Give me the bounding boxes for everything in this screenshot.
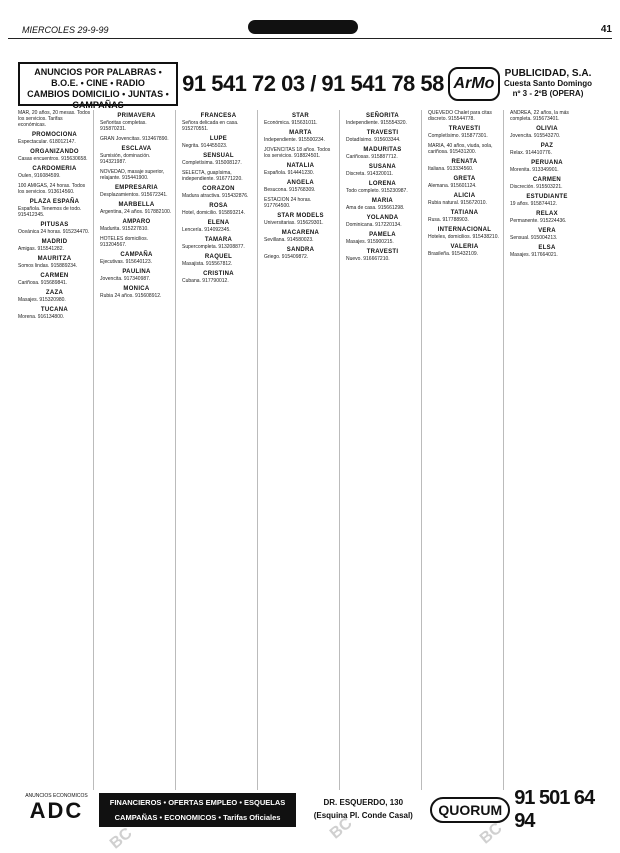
classified-ad <box>18 239 91 252</box>
ad-heading: SEÑORITA <box>366 113 399 119</box>
classified-ad <box>510 110 584 122</box>
page-header <box>8 24 612 39</box>
classified-ad <box>182 237 255 250</box>
classified-ad <box>264 130 337 143</box>
classified-ad <box>264 147 337 159</box>
classified-ad <box>182 254 255 267</box>
ad-text: 19 años. 915874412. <box>510 201 557 207</box>
classified-ad <box>182 136 255 149</box>
classified-ad <box>510 194 584 207</box>
classified-ad <box>182 153 255 166</box>
ad-heading: ESCLAVA <box>121 146 152 152</box>
ad-text: Todo completo. 915230987. <box>346 188 408 194</box>
services-line-1: ANUNCIOS POR PALABRAS • B.O.E. • CINE • RADIO <box>34 67 162 88</box>
classified-ad <box>346 198 419 211</box>
ad-text: Morena. 916134800. <box>18 314 65 320</box>
classified-ad <box>428 110 501 122</box>
ad-heading: PLAZA ESPAÑA <box>29 199 80 205</box>
ad-text: Brasileña. 915432109. <box>428 251 479 257</box>
classified-ad <box>428 210 501 223</box>
adc-address-1: DR. ESQUERDO, 130 <box>323 798 404 807</box>
ad-text: MAR, 20 años, 20 mesas. Todos los servicios. Tarifas económicas. <box>18 110 91 128</box>
ad-text: Ejecutivas. 915640123. <box>100 259 152 265</box>
ad-heading: CRISTINA <box>203 271 234 277</box>
classified-ad <box>428 126 501 139</box>
ad-heading: PAMELA <box>369 232 396 238</box>
classified-ad <box>182 271 255 284</box>
ad-column <box>18 110 94 790</box>
ad-text: Jovencita. 917340987. <box>100 276 151 282</box>
ad-heading: CARMEN <box>40 273 69 279</box>
ad-text: Italiana. 913334560. <box>428 166 474 172</box>
ad-text: Discreción. 915503221. <box>510 184 563 190</box>
ad-heading: CAMPAÑA <box>120 252 153 258</box>
ad-heading: VALERIA <box>450 244 479 250</box>
ad-text: Cubana. 917790012. <box>182 278 229 284</box>
watermark: BC <box>106 824 136 853</box>
ad-text: Oulen, 916084599. <box>18 173 61 179</box>
classified-ad <box>346 130 419 143</box>
ad-heading: PERUANA <box>531 160 563 166</box>
ad-text: Señora delicada en casa. 915270551. <box>182 120 239 132</box>
classified-ad <box>182 170 255 182</box>
quorum-box <box>430 787 603 832</box>
ad-text: Masajista. 915567812. <box>182 261 233 267</box>
ad-text: 100 AMIGAS, 24 horas. Todos los servicios. 913614560. <box>18 183 86 195</box>
agency-name: PUBLICIDAD, S.A. <box>504 68 592 79</box>
ad-text: MARIA, 40 años, viuda, sola, cariñosa. 915431200. <box>428 143 493 155</box>
adc-address <box>300 793 426 827</box>
ad-text: QUEVEDO Chalet para citas discreto. 915544778. <box>428 110 492 122</box>
classified-ad <box>264 180 337 193</box>
ad-text: Dotadísimo. 915603344. <box>346 137 401 143</box>
ad-text: Española. 914441230. <box>264 170 315 176</box>
ad-heading: ANGELA <box>286 180 315 186</box>
classified-ad <box>346 232 419 245</box>
watermark: BC <box>476 819 506 848</box>
ad-text: Discreta. 914320011. <box>346 171 394 177</box>
classified-ad <box>182 220 255 233</box>
ad-text: Hoteles, domicilios. 915438210. <box>428 234 499 240</box>
classified-ad <box>100 169 173 181</box>
ad-heading: MACARENA <box>281 230 320 236</box>
ad-heading: MAURITZA <box>37 256 72 262</box>
ad-column <box>100 110 176 790</box>
ad-text: SELECTA, guapísima, independiente. 916771220. <box>182 170 243 182</box>
classified-ad <box>100 269 173 282</box>
classified-ad <box>182 203 255 216</box>
ad-column <box>510 110 586 790</box>
ad-text: Oceánica 24 horas. 915234470. <box>18 229 90 235</box>
ad-text: Dominicana. 917220134. <box>346 222 402 228</box>
classified-ad <box>510 177 584 190</box>
ad-text: JOVENCITAS 18 años. Todos los servicios. 918824501. <box>264 147 331 159</box>
classified-ad <box>510 143 584 156</box>
issue-date: MIERCOLES 29-9-99 <box>22 25 109 35</box>
classified-ad <box>428 176 501 189</box>
ad-text: Griego. 915409872. <box>264 254 309 260</box>
ad-heading: ALICIA <box>453 193 476 199</box>
ad-text: Señoritas completas. 915870231. <box>100 120 147 132</box>
classified-ad <box>428 159 501 172</box>
adc-services <box>99 793 296 827</box>
ad-heading: SUSANA <box>368 164 397 170</box>
ad-heading: RENATA <box>451 159 478 165</box>
ad-text: Morenita. 913349901. <box>510 167 559 173</box>
ad-heading: LUPE <box>209 136 228 142</box>
ad-text: Rubia natural. 915672010. <box>428 200 487 206</box>
services-box <box>18 62 178 110</box>
classified-ad <box>428 227 501 240</box>
classified-ad <box>346 181 419 194</box>
ad-heading: ORGANIZANDO <box>30 149 79 155</box>
ad-heading: OLIVIA <box>536 126 558 132</box>
classified-ad <box>18 199 91 218</box>
ad-heading: TRAVESTI <box>448 126 481 132</box>
agency-logo: ArMo <box>448 67 500 101</box>
ad-heading: SANDRA <box>286 247 315 253</box>
ad-text: Besucona. 915768309. <box>264 187 316 193</box>
top-ad-banner <box>18 62 603 110</box>
ad-text: Rusa. 917788903. <box>428 217 469 223</box>
ad-text: Masajes. 917664021. <box>510 252 558 258</box>
ad-heading: MADURITAS <box>363 147 402 153</box>
classified-ad <box>346 113 419 126</box>
classified-ad <box>182 113 255 132</box>
classified-ad <box>100 202 173 215</box>
classified-ad <box>100 113 173 132</box>
adc-caption: ANUNCIOS ECONOMICOS <box>25 793 88 799</box>
classified-ad <box>346 215 419 228</box>
ad-text: Completísimo. 915877301. <box>428 133 488 139</box>
ad-heading: STAR MODELS <box>277 213 324 219</box>
ad-text: Amigas. 915541282. <box>18 246 64 252</box>
ad-heading: PROMOCIONA <box>32 132 77 138</box>
ad-heading: FRANCESA <box>200 113 237 119</box>
ad-heading: EMPRESARIA <box>114 185 158 191</box>
adc-address-2: (Esquina Pl. Conde Casal) <box>313 811 413 820</box>
classified-ad <box>510 160 584 173</box>
ad-text: Alemana. 915601124. <box>428 183 477 189</box>
classified-ad <box>18 273 91 286</box>
ad-heading: INTERNACIONAL <box>437 227 492 233</box>
watermark: BC <box>326 814 356 843</box>
classified-ad <box>428 143 501 155</box>
classified-ad <box>264 163 337 176</box>
ad-text: Madurita. 915227810. <box>100 226 149 232</box>
ad-text: Negrita. 914455023. <box>182 143 228 149</box>
ad-heading: TAMARA <box>204 237 233 243</box>
ad-text: Casas encuentros. 915630658. <box>18 156 88 162</box>
classified-ad <box>510 228 584 241</box>
agency-address-2: nº 3 - 2ºB (OPERA) <box>512 89 584 98</box>
classified-ad <box>100 146 173 165</box>
ad-text: Rubia 24 años. 915608912. <box>100 293 162 299</box>
ad-text: ANDREA, 22 años, la más completa. 915673401. <box>510 110 569 122</box>
ad-heading: RELAX <box>536 211 558 217</box>
ad-text: NOVEDAD, masaje superior, relajante. 915441900. <box>100 169 165 181</box>
services-line-2: CAMBIOS DOMICILIO • JUNTAS • CAMPAÑAS <box>27 89 169 110</box>
ad-heading: ELENA <box>207 220 230 226</box>
adc-services-line-1: FINANCIEROS • OFERTAS EMPLEO • ESQUELAS <box>109 798 286 807</box>
section-banner <box>248 20 358 34</box>
classified-ad <box>264 247 337 260</box>
classified-ad <box>346 147 419 160</box>
quorum-logo: QUORUM <box>430 797 510 823</box>
ad-text: Hotel, domicilio. 915893214. <box>182 210 246 216</box>
classified-ad <box>510 211 584 224</box>
ad-heading: MARTA <box>289 130 312 136</box>
classified-ad <box>510 245 584 258</box>
quorum-phone: 91 501 64 94 <box>514 787 595 832</box>
classified-ad <box>18 256 91 269</box>
ad-text: Cariñosa. 915689841. <box>18 280 68 286</box>
ad-column <box>264 110 340 790</box>
classified-ad <box>264 197 337 209</box>
classified-ad <box>18 290 91 303</box>
classified-ad <box>100 219 173 232</box>
classified-ad <box>18 110 91 128</box>
ad-heading: TRAVESTI <box>366 249 399 255</box>
ad-text: Sevillana. 914580023. <box>264 237 314 243</box>
ad-heading: TRAVESTI <box>366 130 399 136</box>
ad-text: Masajes. 915900215. <box>346 239 394 245</box>
ad-heading: YOLANDA <box>366 215 399 221</box>
adc-services-line-2: CAMPAÑAS • ECONOMICOS • Tarifas Oficiales <box>114 813 281 822</box>
ad-heading: MARBELLA <box>118 202 155 208</box>
ad-column <box>182 110 258 790</box>
ad-heading: VERA <box>538 228 556 234</box>
ad-text: Lencería. 914092345. <box>182 227 231 233</box>
ad-heading: STAR <box>291 113 310 119</box>
classified-ad <box>18 183 91 195</box>
classified-ad <box>264 230 337 243</box>
classified-ad <box>100 286 173 299</box>
banner-phones: 91 541 72 03 / 91 541 78 58 <box>182 71 444 96</box>
ad-text: Independiente. 915554320. <box>346 120 407 126</box>
ad-heading: ZAZA <box>45 290 64 296</box>
ad-heading: MONICA <box>123 286 150 292</box>
ad-heading: ROSA <box>209 203 228 209</box>
ad-text: Relax. 914410776. <box>510 150 552 156</box>
ad-heading: PRIMAVERA <box>117 113 156 119</box>
ad-heading: AMPARO <box>122 219 151 225</box>
ad-text: Económica. 915631011. <box>264 120 318 126</box>
classified-ad <box>100 252 173 265</box>
page-number: 41 <box>600 24 612 35</box>
ad-text: Sumisión, dominación. 914321987. <box>100 153 151 165</box>
classified-ad <box>346 249 419 262</box>
ad-column <box>346 110 422 790</box>
ad-heading: PITUSAS <box>40 222 69 228</box>
ad-text: Espectacular. 618012147. <box>18 139 76 145</box>
adc-box <box>18 793 95 827</box>
ad-text: Argentina, 24 años. 917882100. <box>100 209 172 215</box>
ad-heading: TATIANA <box>450 210 479 216</box>
ad-text: Masajes. 915320980. <box>18 297 66 303</box>
classified-ad <box>428 193 501 206</box>
adc-logo: ADC <box>29 798 84 823</box>
ad-text: Somos lindas. 915889234. <box>18 263 78 269</box>
agency-box <box>448 62 603 106</box>
ad-heading: PAZ <box>540 143 554 149</box>
ad-text: Supercompleta. 913208877. <box>182 244 245 250</box>
ad-text: Jovencita. 915543270. <box>510 133 561 139</box>
ad-heading: MARIA <box>371 198 394 204</box>
classified-ad <box>18 307 91 320</box>
ad-text: Cariñosas. 915887712. <box>346 154 398 160</box>
ad-heading: ELSA <box>538 245 556 251</box>
classified-ad <box>18 166 91 179</box>
ad-text: Española. Tenemos de todo. 915412345. <box>18 206 82 218</box>
ad-heading: CORAZON <box>202 186 235 192</box>
ad-text: HOTELES domicilios. 913204567. <box>100 236 149 248</box>
ad-heading: CARMEN <box>532 177 562 183</box>
classified-ad <box>428 244 501 257</box>
ad-text: Madura atractiva. 915432876. <box>182 193 249 199</box>
ad-heading: LORENA <box>368 181 397 187</box>
ad-heading: RAQUEL <box>204 254 233 260</box>
ad-text: Ama de casa. 915661298. <box>346 205 405 211</box>
classified-columns <box>18 110 586 790</box>
ad-text: ESTACION 24 horas. 917764500. <box>264 197 312 209</box>
classified-ad <box>100 185 173 198</box>
classified-ad <box>510 126 584 139</box>
ad-heading: ESTUDIANTE <box>526 194 568 200</box>
ad-text: Sensual. 915004213. <box>510 235 558 241</box>
classified-ad <box>18 222 91 235</box>
ad-heading: SENSUAL <box>203 153 234 159</box>
classified-ad <box>264 213 337 226</box>
ad-text: GRAN Jovencitas. 913467890. <box>100 136 169 142</box>
ad-heading: PAULINA <box>122 269 151 275</box>
classified-ad <box>100 136 173 142</box>
agency-address-1: Cuesta Santo Domingo <box>504 79 593 88</box>
classified-ad <box>346 164 419 177</box>
ad-text: Nuevo. 916667210. <box>346 256 390 262</box>
ad-text: Universitarias. 915629301. <box>264 220 324 226</box>
ad-text: Permanente. 915224436. <box>510 218 567 224</box>
ad-column <box>428 110 504 790</box>
ad-text: Independiente. 915500234. <box>264 137 325 143</box>
ad-text: Completísima. 915008127. <box>182 160 242 166</box>
ad-heading: GRETA <box>453 176 476 182</box>
ad-heading: MADRID <box>41 239 68 245</box>
classified-ad <box>100 236 173 248</box>
ad-heading: NATALIA <box>286 163 315 169</box>
classified-ad <box>182 186 255 199</box>
ad-heading: TUCANA <box>40 307 69 313</box>
classified-ad <box>18 132 91 145</box>
ad-heading: CARDOMERIA <box>32 166 77 172</box>
ad-text: Desplazamientos. 915672341. <box>100 192 168 198</box>
classified-ad <box>18 149 91 162</box>
classified-ad <box>264 113 337 126</box>
